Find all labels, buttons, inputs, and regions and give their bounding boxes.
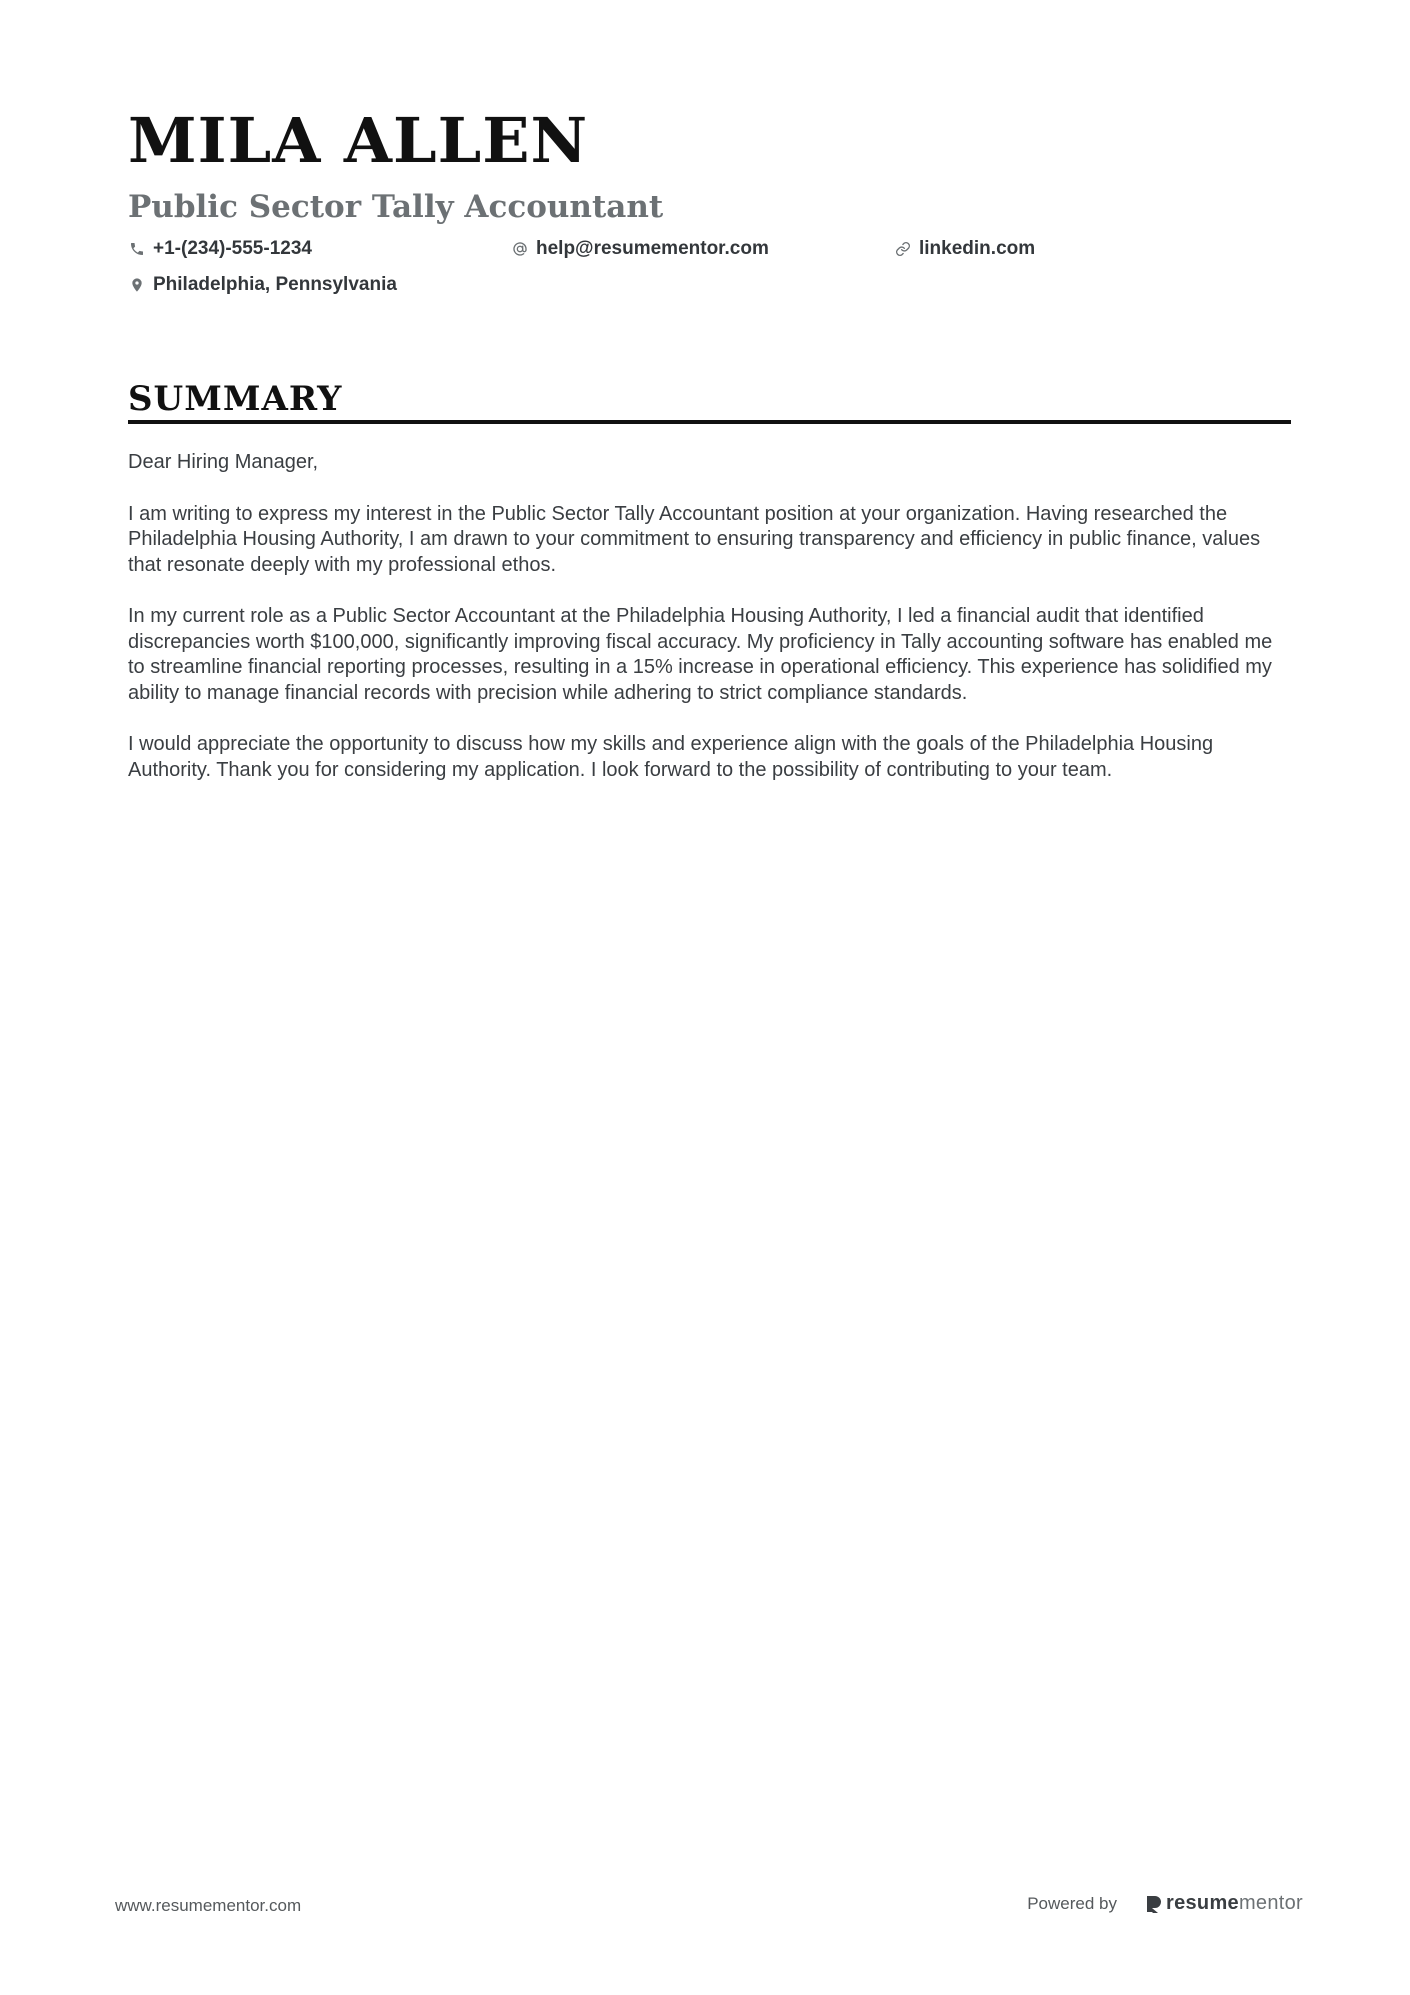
location-text: Philadelphia, Pennsylvania (153, 274, 397, 296)
brand-logo-icon (1145, 1894, 1163, 1914)
brand-name-part2: mentor (1238, 1892, 1303, 1914)
letter-greeting: Dear Hiring Manager, (128, 451, 319, 474)
at-icon (511, 240, 529, 258)
website-link[interactable]: linkedin.com (919, 238, 1036, 260)
letter-paragraph: In my current role as a Public Sector Accountant at the Philadelphia Housing Authority, I led a financial audit that identified discrepancies worth $100,000, significantly improving fiscal accuracy. My proficiency in Tally accounting software has enabled me to streamline financial reporting processes, resulting in a 15% increase in operational efficiency. This experience has solidified my ability to manage financial records with precision while adhering to strict compliance standards. (128, 605, 1273, 704)
contact-phone (128, 236, 511, 262)
job-title: Public Sector Tally Accountant (128, 189, 664, 225)
summary-section (128, 379, 1291, 783)
contact-location (128, 272, 511, 298)
letter-body (128, 450, 1291, 783)
letter-paragraph: I would appreciate the opportunity to discuss how my skills and experience align with the goals of the Philadelphia Housing Authority. Thank you for considering my application. I look forward to the possibility of contributing to your team. (128, 733, 1214, 781)
map-pin-icon (128, 276, 146, 294)
link-icon (894, 240, 912, 258)
footer-website-link[interactable]: www.resumementor.com (115, 1896, 302, 1915)
footer-branding (1027, 1892, 1303, 1915)
brand-name-part1: resume (1166, 1892, 1239, 1914)
email-link[interactable]: help@resumementor.com (536, 238, 769, 260)
contact-website (894, 236, 1277, 262)
cover-letter-page (128, 104, 1291, 809)
phone-text: +1-(234)-555-1234 (153, 238, 312, 260)
contact-email (511, 236, 894, 262)
brand-logo[interactable] (1145, 1892, 1303, 1915)
section-heading-summary: SUMMARY (128, 382, 1291, 424)
candidate-name: MILA ALLEN (128, 104, 589, 177)
contact-info (128, 236, 1291, 298)
phone-icon (128, 240, 146, 258)
powered-by-label: Powered by (1027, 1893, 1117, 1913)
letter-paragraph: I am writing to express my interest in the Public Sector Tally Accountant position at your organization. Having researched the Philadelphia Housing Authority, I am drawn to your commitment to ensuring transparency and efficiency in public finance, values that resonate deeply with my professional ethos. (128, 502, 1261, 576)
